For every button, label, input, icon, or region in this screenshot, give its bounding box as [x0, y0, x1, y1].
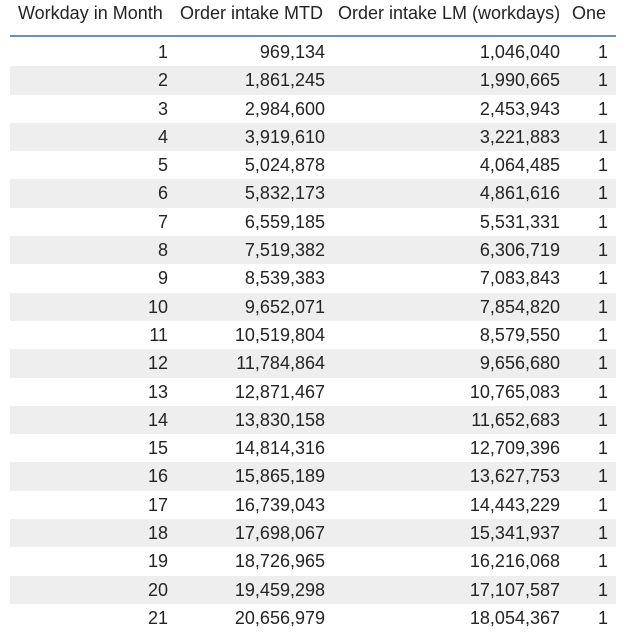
cell-order-intake-lm: 4,064,485 — [479, 155, 560, 176]
cell-order-intake-mtd: 5,024,878 — [244, 155, 325, 176]
cell-one: 1 — [597, 240, 608, 261]
table-row[interactable] — [10, 123, 616, 151]
cell-one: 1 — [597, 268, 608, 289]
cell-one: 1 — [597, 523, 608, 544]
cell-order-intake-lm: 7,083,843 — [479, 268, 560, 289]
column-header-workday[interactable]: Workday in Month — [18, 3, 163, 23]
table-row[interactable] — [10, 519, 616, 547]
table-row[interactable] — [10, 378, 616, 406]
cell-order-intake-mtd: 15,865,189 — [234, 466, 325, 487]
cell-order-intake-lm: 17,107,587 — [469, 579, 560, 600]
cell-one: 1 — [597, 42, 608, 62]
cell-workday: 4 — [157, 126, 168, 147]
cell-workday: 9 — [157, 268, 168, 289]
cell-order-intake-lm: 10,765,083 — [469, 381, 560, 402]
cell-one: 1 — [597, 607, 608, 628]
cell-workday: 21 — [147, 607, 168, 628]
cell-order-intake-lm: 14,443,229 — [469, 494, 560, 515]
cell-order-intake-mtd: 16,739,043 — [234, 494, 325, 515]
cell-order-intake-mtd: 14,814,316 — [234, 438, 325, 459]
table-row[interactable] — [10, 462, 616, 490]
cell-workday: 15 — [147, 438, 168, 459]
cell-order-intake-mtd: 1,861,245 — [244, 70, 325, 91]
cell-order-intake-lm: 4,861,616 — [479, 183, 560, 204]
column-header-order-intake-mtd[interactable]: Order intake MTD — [180, 3, 324, 23]
cell-workday: 8 — [157, 240, 168, 261]
cell-order-intake-lm: 16,216,068 — [469, 551, 560, 572]
table-row[interactable] — [10, 179, 616, 207]
cell-order-intake-lm: 12,709,396 — [469, 438, 560, 459]
cell-workday: 3 — [157, 98, 168, 119]
cell-order-intake-mtd: 7,519,382 — [244, 240, 325, 261]
cell-order-intake-mtd: 2,984,600 — [244, 98, 325, 119]
cell-order-intake-mtd: 20,656,979 — [234, 607, 325, 628]
cell-order-intake-mtd: 9,652,071 — [244, 296, 325, 317]
cell-one: 1 — [597, 353, 608, 374]
table-row[interactable] — [10, 264, 616, 292]
table-row[interactable] — [10, 236, 616, 264]
cell-order-intake-lm: 8,579,550 — [479, 324, 560, 345]
header-divider — [10, 35, 616, 37]
cell-workday: 7 — [157, 211, 168, 232]
cell-order-intake-mtd: 13,830,158 — [234, 409, 325, 430]
cell-order-intake-lm: 6,306,719 — [479, 240, 560, 261]
cell-workday: 11 — [149, 324, 168, 345]
cell-order-intake-lm: 9,656,680 — [479, 353, 560, 374]
cell-one: 1 — [597, 155, 608, 176]
cell-order-intake-mtd: 6,559,185 — [244, 211, 325, 232]
cell-one: 1 — [597, 381, 608, 402]
cell-one: 1 — [597, 98, 608, 119]
cell-order-intake-lm: 1,990,665 — [479, 70, 560, 91]
cell-one: 1 — [597, 466, 608, 487]
table-row[interactable] — [10, 604, 616, 632]
cell-order-intake-mtd: 17,698,067 — [234, 523, 325, 544]
cell-one: 1 — [597, 296, 608, 317]
table-row[interactable] — [10, 547, 616, 575]
cell-workday: 13 — [147, 381, 168, 402]
cell-workday: 5 — [157, 155, 168, 176]
table-row[interactable] — [10, 491, 616, 519]
cell-one: 1 — [597, 70, 608, 91]
cell-workday: 17 — [147, 494, 168, 515]
cell-one: 1 — [597, 211, 608, 232]
cell-workday: 6 — [157, 183, 168, 204]
cell-order-intake-mtd: 3,919,610 — [244, 126, 325, 147]
table-header — [0, 0, 628, 36]
cell-order-intake-lm: 7,854,820 — [479, 296, 560, 317]
cell-order-intake-lm: 1,046,040 — [479, 42, 560, 62]
cell-workday: 18 — [147, 523, 168, 544]
cell-order-intake-mtd: 12,871,467 — [234, 381, 325, 402]
cell-order-intake-mtd: 11,784,864 — [236, 353, 325, 374]
column-header-order-intake-lm[interactable]: Order intake LM (workdays) — [338, 3, 561, 23]
table-row[interactable] — [10, 66, 616, 94]
cell-workday: 10 — [147, 296, 168, 317]
cell-order-intake-lm: 15,341,937 — [469, 523, 560, 544]
table-row[interactable] — [10, 151, 616, 179]
cell-workday: 14 — [147, 409, 168, 430]
cell-order-intake-mtd: 18,726,965 — [234, 551, 325, 572]
table-row[interactable] — [10, 38, 616, 66]
cell-order-intake-lm: 11,652,683 — [471, 409, 560, 430]
cell-order-intake-mtd: 969,134 — [259, 42, 325, 62]
cell-order-intake-mtd: 8,539,383 — [244, 268, 325, 289]
table-row[interactable] — [10, 434, 616, 462]
table-row[interactable] — [10, 349, 616, 377]
column-header-one[interactable]: One — [572, 3, 607, 23]
cell-workday: 16 — [147, 466, 168, 487]
cell-one: 1 — [597, 324, 608, 345]
cell-one: 1 — [597, 579, 608, 600]
cell-order-intake-mtd: 5,832,173 — [244, 183, 325, 204]
cell-workday: 1 — [157, 42, 168, 62]
cell-one: 1 — [597, 126, 608, 147]
cell-order-intake-lm: 18,054,367 — [469, 607, 560, 628]
cell-one: 1 — [597, 438, 608, 459]
cell-workday: 19 — [147, 551, 168, 572]
table-body — [10, 38, 616, 632]
cell-order-intake-mtd: 19,459,298 — [234, 579, 325, 600]
cell-workday: 12 — [147, 353, 168, 374]
cell-one: 1 — [597, 409, 608, 430]
cell-workday: 2 — [157, 70, 168, 91]
cell-workday: 20 — [147, 579, 168, 600]
cell-order-intake-lm: 3,221,883 — [479, 126, 560, 147]
cell-order-intake-lm: 13,627,753 — [469, 466, 560, 487]
table-row[interactable] — [10, 95, 616, 123]
table-row[interactable] — [10, 208, 616, 236]
cell-order-intake-mtd: 10,519,804 — [234, 324, 325, 345]
cell-one: 1 — [597, 551, 608, 572]
cell-one: 1 — [597, 494, 608, 515]
cell-one: 1 — [597, 183, 608, 204]
table-row[interactable] — [10, 321, 616, 349]
table-row[interactable] — [10, 576, 616, 604]
table-row[interactable] — [10, 293, 616, 321]
table-row[interactable] — [10, 406, 616, 434]
cell-order-intake-lm: 2,453,943 — [479, 98, 560, 119]
cell-order-intake-lm: 5,531,331 — [479, 211, 560, 232]
